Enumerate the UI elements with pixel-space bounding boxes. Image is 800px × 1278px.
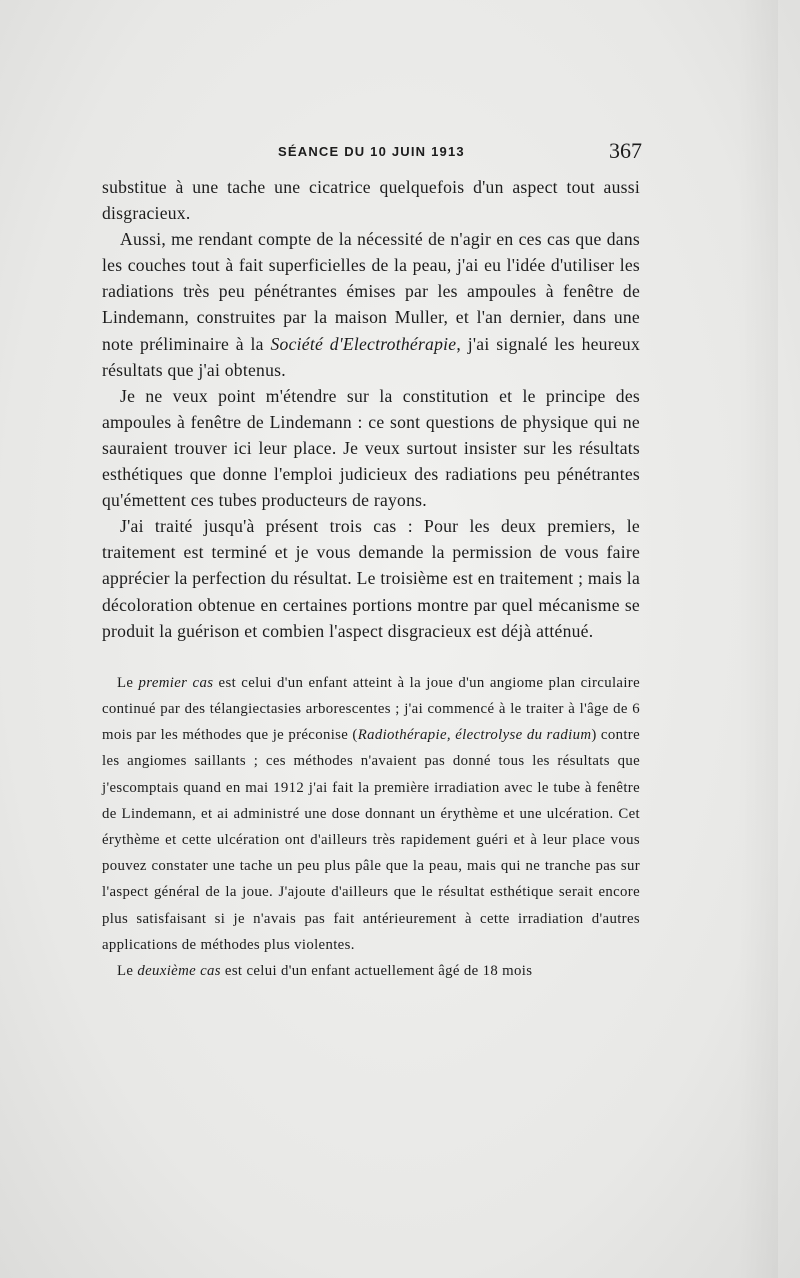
page-header — [102, 138, 642, 168]
paragraph-1: substitue à une tache une cicatrice quelquefois d'un aspect tout aussi disgracieux. — [102, 177, 640, 224]
page-number: 367 — [609, 138, 642, 163]
paragraph-3: Je ne veux point m'étendre sur la constitution et le principe des ampoules à fenêtre de Lindemann : ce sont questions de physique qui ne sauraient trouver ici leur place. Je veux surtout insister sur les résultats esthétiques que donne l'emploi judicieux des radiations peu pénétrantes qu'émettent ces tubes producteurs de rayons. — [102, 385, 640, 511]
body-text — [102, 174, 640, 984]
paragraph-5-italic-1: premier cas — [138, 674, 214, 691]
running-title: SÉANCE DU 10 JUIN 1913 — [278, 144, 465, 159]
paragraph-6-text-a: Le — [117, 962, 138, 979]
paragraph-2 — [102, 226, 640, 383]
paragraph-5-text-a: Le — [117, 674, 139, 691]
paragraph-2-text-a: Aussi, me rendant compte de la nécessité de n'agir en ces cas que dans les couches tout à fait superficielles de la peau, j'ai eu l'idée d'utiliser les radiations très peu pénétrantes émises par les ampoules à fenêtre de Lindemann, construites par la maison Muller, et l'an dernier, dans une note préliminaire à la — [102, 229, 640, 354]
paragraph-2-text-b: , j'ai signalé les heureux résultats que j'ai obtenus. — [102, 333, 640, 380]
paragraph-6-text-b: est celui d'un enfant actuellement âgé de 18 mois — [220, 962, 533, 979]
paragraph-5-italic-2: Radiothérapie, électrolyse du radium — [357, 727, 592, 744]
paragraph-5 — [102, 670, 640, 958]
paragraph-6-italic: deuxième cas — [137, 962, 221, 979]
paragraph-2-italic: Société d'Electrothérapie — [270, 333, 457, 354]
page-shadow — [738, 0, 778, 1278]
paragraph-6 — [102, 958, 640, 984]
paragraph-4: J'ai traité jusqu'à présent trois cas : Pour les deux premiers, le traitement est terminé et je vous demande la permission de vous faire apprécier la perfection du résultat. Le troisième est en traitement ; mais la décoloration obtenue en certaines portions montre par quel mécanisme se produit la guérison et combien l'aspect disgracieux est déjà atténué. — [102, 516, 640, 641]
paragraph-5-text-b: est celui d'un enfant atteint à la joue d'un angiome plan circulaire continué par des télangiectasies arborescentes ; j'ai commencé à le traiter à l'âge de 6 mois par les méthodes que je préconise ( — [102, 674, 640, 744]
paragraph-5-text-c: ) contre les angiomes saillants ; ces méthodes n'avaient pas donné tous les résultats que j'escomptais quand en mai 1912 j'ai fait la première irradiation avec le tube à fenêtre de Lindemann, et ai administré une dose donnant un érythème et une ulcération. Cet érythème et cette ulcération ont d'ailleurs très rapidement guéri et à leur place vous pouvez constater une tache un peu plus pâle que la peau, mais qui ne tranche pas sur l'aspect général de la joue. J'ajoute d'ailleurs que le résultat esthétique serait encore plus satisfaisant si je n'avais pas fait antérieurement à cette irradiation d'autres applications de méthodes plus violentes. — [102, 727, 640, 953]
